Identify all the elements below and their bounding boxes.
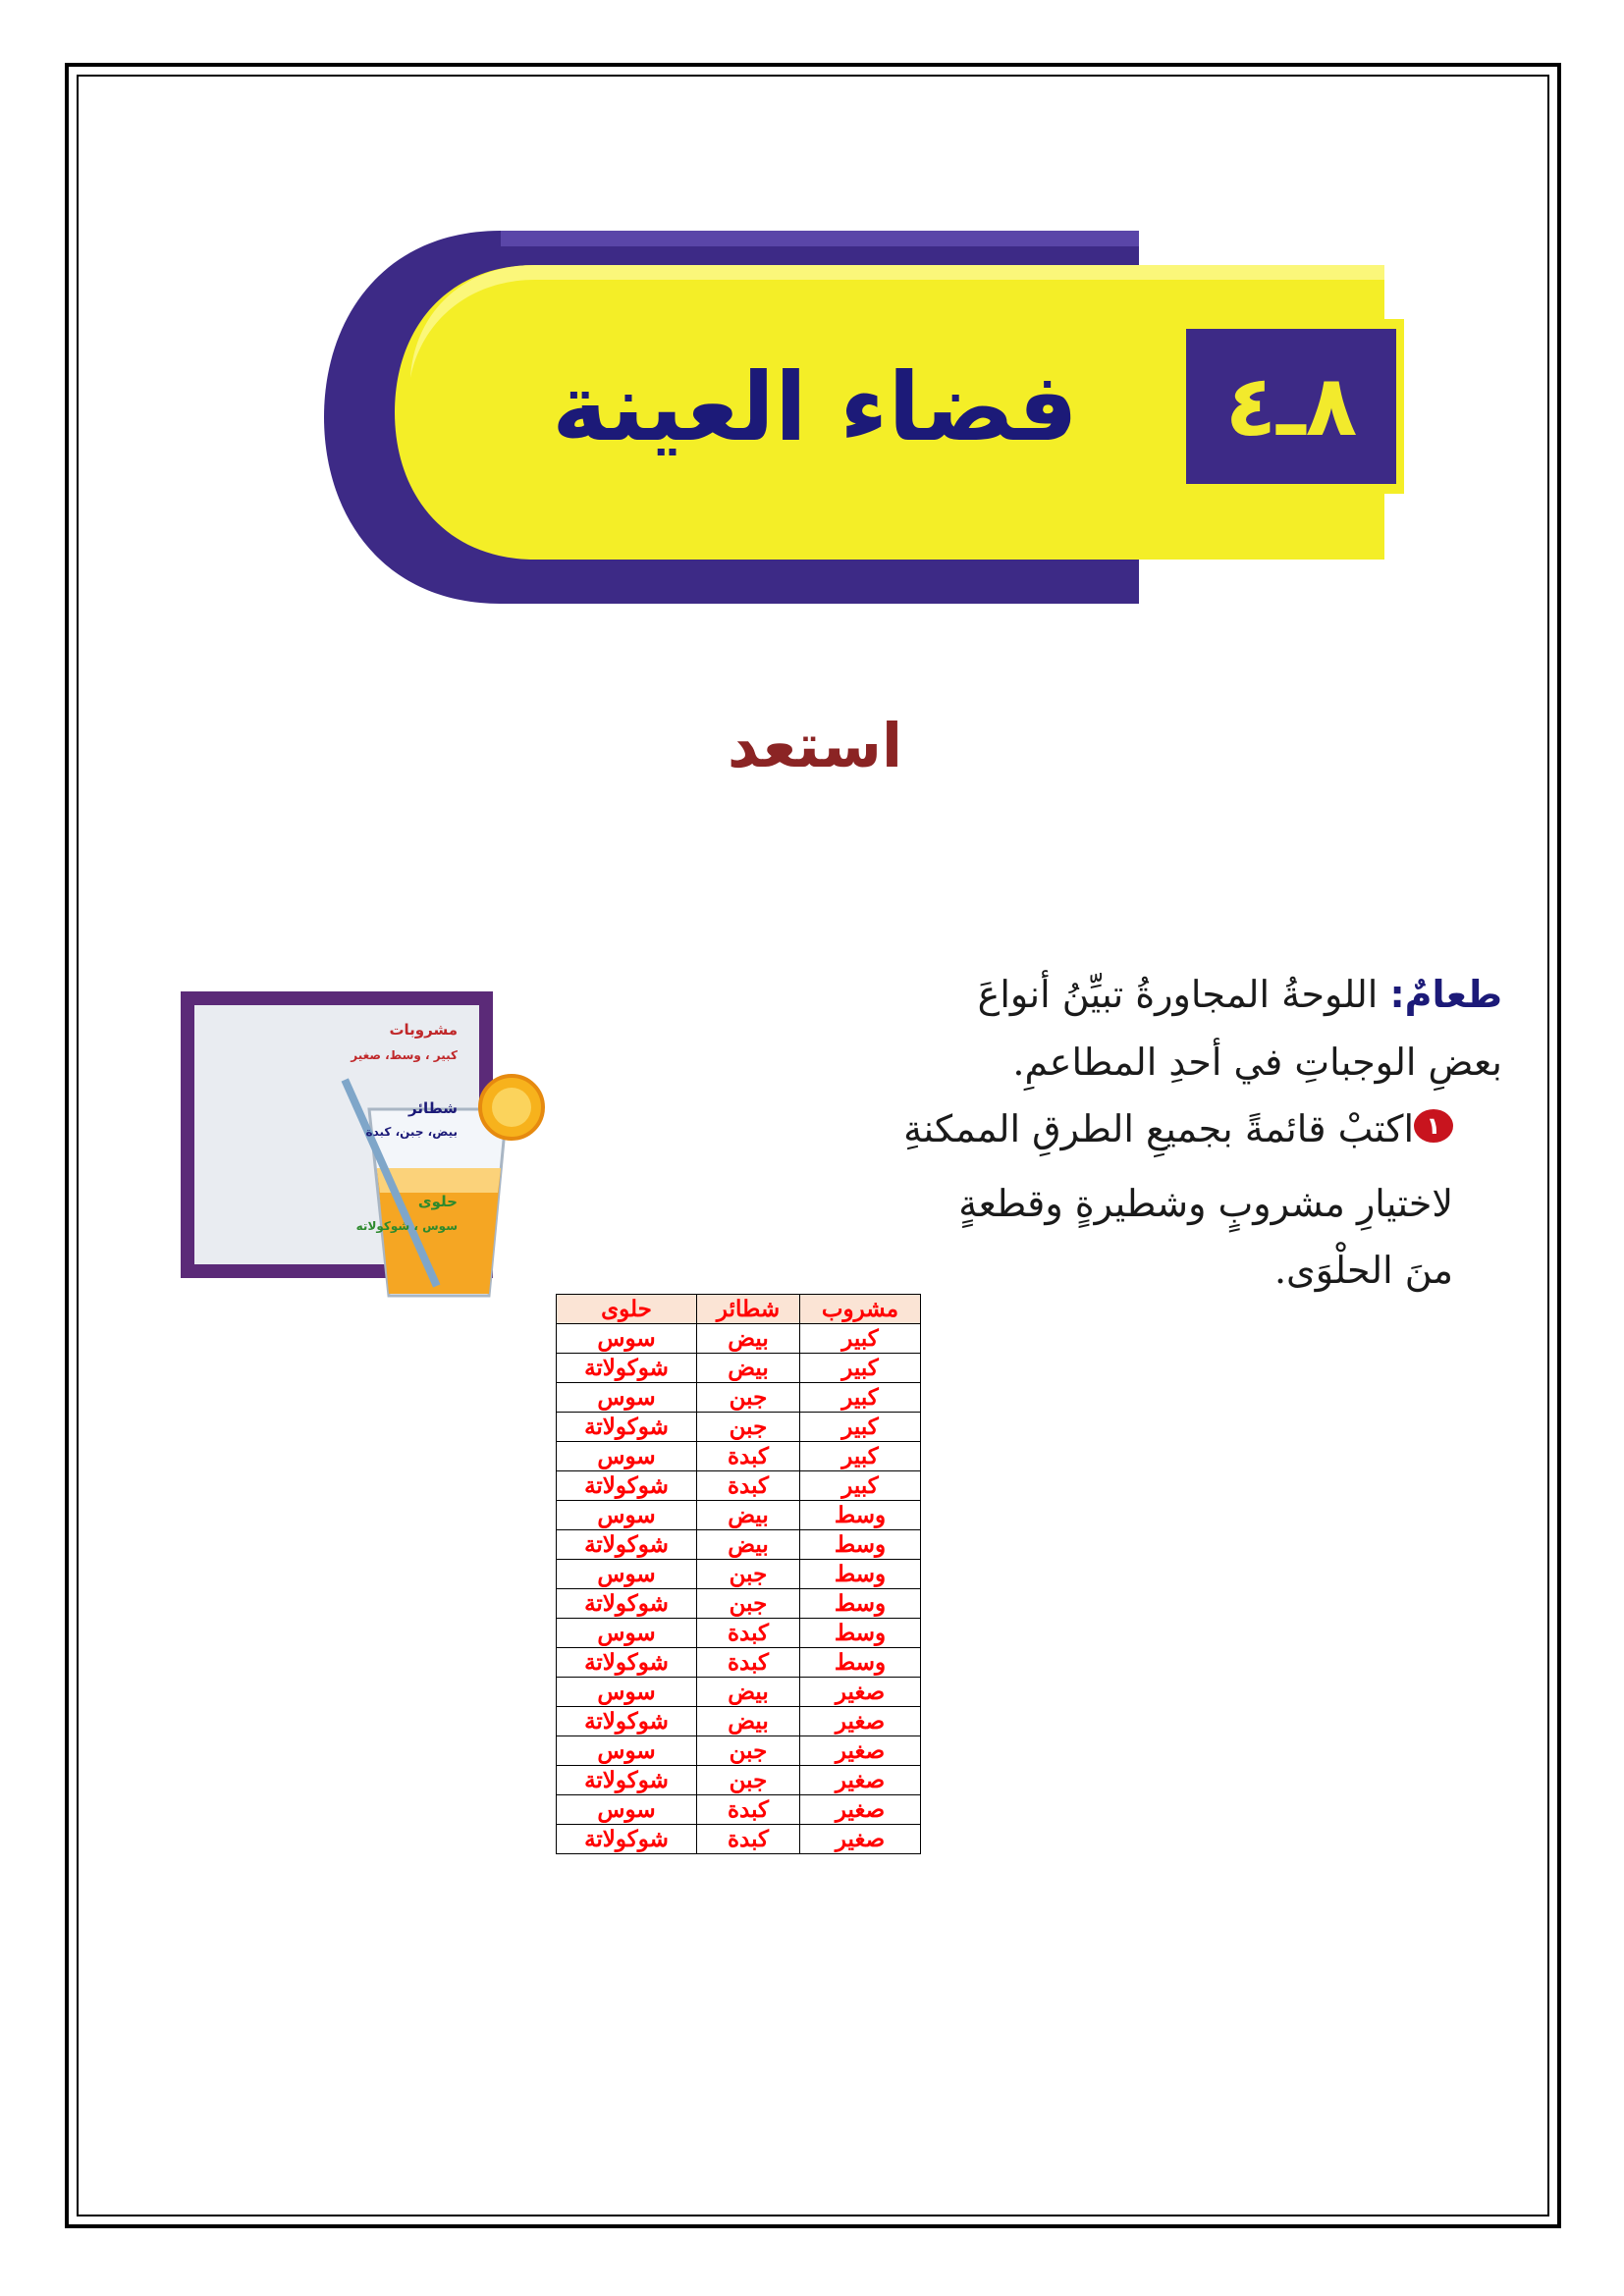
problem-line-1 (746, 967, 1502, 1022)
cell-sandwich: بيض (697, 1324, 800, 1354)
table-row (557, 1471, 921, 1501)
cell-dessert: شوكولاتة (557, 1766, 697, 1795)
cell-dessert: شوكولاتة (557, 1707, 697, 1736)
problem-line-1-text: اللوحةُ المجاورةُ تبيِّنُ أنواعَ (977, 973, 1379, 1016)
table-row (557, 1736, 921, 1766)
cell-dessert: سوس (557, 1619, 697, 1648)
cell-dessert: سوس (557, 1795, 697, 1825)
cell-dessert: شوكولاتة (557, 1354, 697, 1383)
cell-drink: صغير (800, 1736, 921, 1766)
header-drink: مشروب (800, 1295, 921, 1324)
cell-sandwich: كبدة (697, 1825, 800, 1854)
question-number-badge: ١ (1414, 1109, 1453, 1143)
table-row (557, 1501, 921, 1530)
cell-sandwich: كبدة (697, 1619, 800, 1648)
cell-drink: كبير (800, 1471, 921, 1501)
problem-keyword: طعامٌ: (1389, 973, 1502, 1016)
cell-sandwich: جبن (697, 1383, 800, 1413)
outcomes-table-body (557, 1324, 921, 1854)
cell-sandwich: بيض (697, 1678, 800, 1707)
cell-sandwich: كبدة (697, 1471, 800, 1501)
cell-dessert: سوس (557, 1383, 697, 1413)
cell-drink: صغير (800, 1795, 921, 1825)
cell-dessert: سوس (557, 1560, 697, 1589)
table-row (557, 1766, 921, 1795)
cell-drink: كبير (800, 1442, 921, 1471)
cell-drink: كبير (800, 1383, 921, 1413)
menu-desserts-items: سوس ، شوكولاته (355, 1219, 458, 1233)
cell-drink: صغير (800, 1766, 921, 1795)
cell-drink: وسط (800, 1648, 921, 1678)
table-row (557, 1795, 921, 1825)
cell-dessert: شوكولاتة (557, 1413, 697, 1442)
cell-sandwich: كبدة (697, 1648, 800, 1678)
cell-drink: كبير (800, 1324, 921, 1354)
cell-sandwich: بيض (697, 1501, 800, 1530)
cell-sandwich: جبن (697, 1736, 800, 1766)
section-heading: استعد (727, 710, 903, 781)
cell-sandwich: جبن (697, 1589, 800, 1619)
cell-drink: صغير (800, 1678, 921, 1707)
lesson-title: فضاء العينة (552, 352, 1078, 462)
menu-drinks-items: كبير ، وسط، صغير (351, 1048, 458, 1062)
outcomes-table (556, 1294, 921, 1854)
menu-sandwiches-items: بيض، جبن، كبدة (365, 1125, 458, 1139)
table-row (557, 1648, 921, 1678)
cell-dessert: شوكولاتة (557, 1825, 697, 1854)
table-row (557, 1825, 921, 1854)
table-header-row (557, 1295, 921, 1324)
cell-sandwich: بيض (697, 1530, 800, 1560)
cell-dessert: سوس (557, 1678, 697, 1707)
cell-sandwich: كبدة (697, 1795, 800, 1825)
cell-sandwich: بيض (697, 1354, 800, 1383)
cell-drink: وسط (800, 1619, 921, 1648)
cell-drink: وسط (800, 1589, 921, 1619)
table-row (557, 1442, 921, 1471)
table-row (557, 1354, 921, 1383)
table-row (557, 1324, 921, 1354)
cell-dessert: شوكولاتة (557, 1471, 697, 1501)
cell-dessert: شوكولاتة (557, 1530, 697, 1560)
table-row (557, 1707, 921, 1736)
table-row (557, 1589, 921, 1619)
cell-drink: وسط (800, 1530, 921, 1560)
lesson-title-banner (324, 221, 1424, 614)
cell-drink: صغير (800, 1707, 921, 1736)
cell-dessert: سوس (557, 1442, 697, 1471)
table-row (557, 1383, 921, 1413)
cell-sandwich: جبن (697, 1766, 800, 1795)
header-sandwich: شطائر (697, 1295, 800, 1324)
menu-drinks-heading: مشروبات (389, 1021, 458, 1039)
problem-line-4: لاختيارِ مشروبٍ وشطيرةٍ وقطعةٍ (958, 1182, 1453, 1225)
table-row (557, 1619, 921, 1648)
cell-drink: وسط (800, 1501, 921, 1530)
header-dessert: حلوى (557, 1295, 697, 1324)
cell-sandwich: جبن (697, 1413, 800, 1442)
menu-board-illustration (173, 982, 546, 1306)
cell-drink: كبير (800, 1413, 921, 1442)
cell-drink: صغير (800, 1825, 921, 1854)
problem-line-3: اكتبْ قائمةً بجميعِ الطرقِ الممكنةِ (903, 1107, 1414, 1150)
cell-dessert: سوس (557, 1324, 697, 1354)
menu-desserts-heading: حلوى (417, 1193, 458, 1210)
table-row (557, 1560, 921, 1589)
cell-dessert: سوس (557, 1501, 697, 1530)
cell-sandwich: جبن (697, 1560, 800, 1589)
cell-sandwich: كبدة (697, 1442, 800, 1471)
cell-drink: كبير (800, 1354, 921, 1383)
cell-sandwich: بيض (697, 1707, 800, 1736)
cell-drink: وسط (800, 1560, 921, 1589)
cell-dessert: سوس (557, 1736, 697, 1766)
lesson-number: ٨ـ٤ (1224, 357, 1358, 455)
problem-line-5: منَ الحلْوَى. (1273, 1249, 1453, 1292)
problem-line-2: بعضِ الوجباتِ في أحدِ المطاعمِ. (1012, 1041, 1502, 1084)
cell-dessert: شوكولاتة (557, 1589, 697, 1619)
menu-sandwiches-heading: شطائر (408, 1099, 458, 1117)
table-row (557, 1413, 921, 1442)
cell-dessert: شوكولاتة (557, 1648, 697, 1678)
table-row (557, 1530, 921, 1560)
table-row (557, 1678, 921, 1707)
